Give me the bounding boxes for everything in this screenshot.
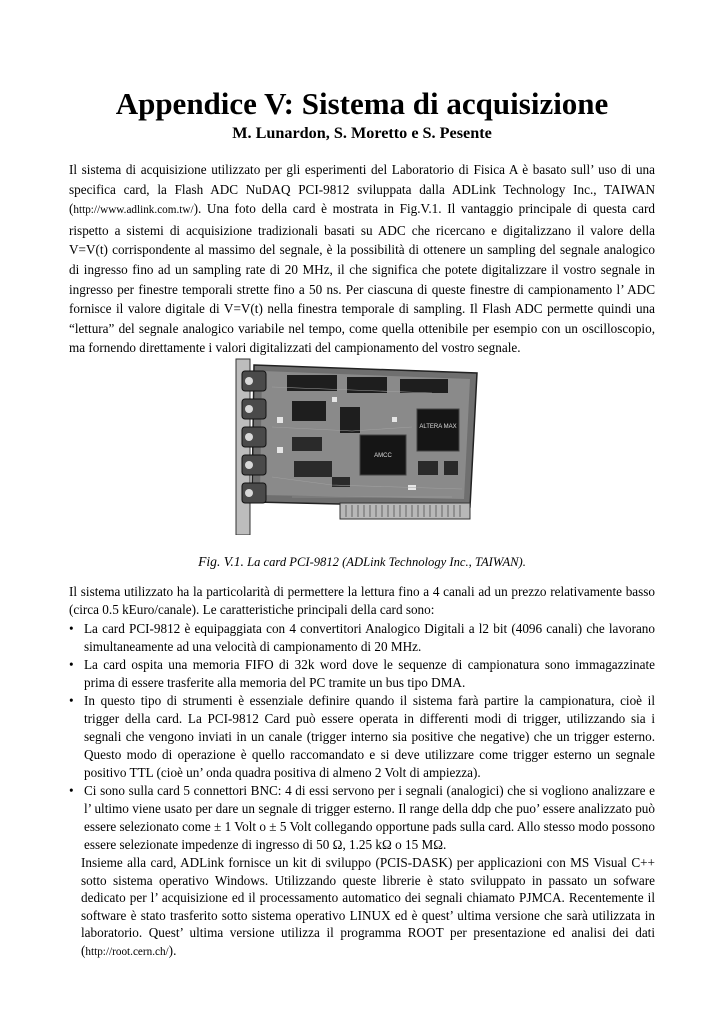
- closing-text: Insieme alla card, ADLink fornisce un kit di sviluppo (PCIS-DASK) per applicazioni con MS Visual C++ sotto sistema operativo Windows. Utilizzando queste librerie è stato sviluppato in passato un sofware dedicato per l’ acquisizione ed il processamento automatico dei segnali chiamato PJMCA. Recentemente il software è stato trasferito sotto sistema operativo LINUX ed è quest’ ultima versione che sarà utilizzata in laboratorio. Quest’ ultima versione utilizza il programma ROOT per presentazione ed analisi dei dati (: [81, 855, 655, 958]
- features-intro: Il sistema utilizzato ha la particolarità di permettere la lettura fino a 4 canali ad un prezzo relativamente basso (circa 0.5 kEuro/canale). Le caratteristiche principali della card sono:: [69, 584, 655, 617]
- list-item: [69, 692, 655, 782]
- list-item: [69, 620, 655, 656]
- bullet-glyph: •: [69, 693, 74, 708]
- closing-end: ).: [168, 942, 177, 958]
- figure-caption-number: Fig. V.1.: [198, 554, 244, 569]
- list-item: [69, 782, 655, 854]
- bullet-glyph: •: [69, 783, 74, 798]
- pci-card-photo: [232, 357, 492, 535]
- list-item-text: Ci sono sulla card 5 connettori BNC: 4 di essi servono per i segnali (analogici) che si vogliono analizzare e l’ ultimo viene usato per dare un segnale di trigger esterno. Il range della ddp che puo’ essere analizzato può essere selezionato come ± 1 Volt o ± 5 Volt collegando opportune pads sulla card. Allo stesso modo possono essere selezionate impedenze di ingresso di 50 Ω, 1.25 kΩ o 15 MΩ.: [84, 783, 655, 852]
- list-item: [69, 656, 655, 692]
- intro-text-a: Il sistema di acquisizione utilizzato per gli esperimenti del Laboratorio di Fisica A è basato sull’ uso di una specifica card, la Flash ADC NuDAQ PCI-9812 sviluppata dalla ADLink Technology Inc., TAIWAN (: [69, 162, 655, 217]
- list-item-text: In questo tipo di strumenti è essenziale definire quando il sistema farà partire la campionatura, cioè il trigger della card. La PCI-9812 Card può essere operata in differenti modi di trigger, utilizzando sia i segnali che vengono inviati in un canale (trigger interno sia positive che negative) che un trigger esterno. Questo modo di operazione è quello raccomandato e si deve utilizzare come trigger esterno un segnale positivo TTL (cioè un’ onda quadra positiva di almeno 2 Volt di ampiezza).: [84, 693, 655, 780]
- intro-paragraph: [69, 160, 655, 358]
- pci-card-illustration: [232, 357, 492, 535]
- figure-caption: [0, 553, 724, 571]
- amcc-chip-label: AMCC: [374, 453, 392, 459]
- list-item-text: La card PCI-9812 è equipaggiata con 4 convertitori Analogico Digitali a l2 bit (4096 canali) che lavorano simultaneamente ad una velocità di campionamento di 20 MHz.: [84, 621, 655, 654]
- authors-line: M. Lunardon, S. Moretto e S. Pesente: [232, 124, 492, 142]
- page-title: Appendice V: Sistema di acquisizione: [115, 86, 609, 121]
- adlink-url: http://www.adlink.com.tw/: [73, 204, 194, 217]
- intro-text-b: ). Una foto della card è mostrata in Fig.V.1. Il vantaggio principale di questa card rispetto a sistemi di acquisizione tradizionali basati su ADC che ricercano e digitalizzano il valore della V=V(t) corrispondente al massimo del segnale, è la possibilità di ottenere un sampling del segnale analogico di ingresso fino ad un sampling rate di 20 MHz, il che significa che potete digitalizzare il vostro segnale in ingresso per finestre temporali strette fino a 50 ns. Per ciascuna di queste finestre di campionamento l’ ADC fornisce il valore digitale di V=V(t) nella finestra temporale di sampling. Il Flash ADC permette quindi una “lettura” del segnale analogico variabile nel tempo, come quella ottenibile per esempio con un oscilloscopio, ma fornendo direttamente i valori digitalizzati del campionamento del vostro segnale.: [69, 201, 655, 356]
- bullet-glyph: •: [69, 621, 74, 636]
- closing-paragraph: [81, 854, 655, 961]
- bullet-glyph: •: [69, 657, 74, 672]
- list-item-text: La card ospita una memoria FIFO di 32k word dove le sequenze di campionatura sono immagazzinate prima di essere trasferite alla memoria del PC tramite un bus tipo DMA.: [84, 657, 655, 690]
- altera-chip-label: ALTERA MAX: [419, 424, 457, 430]
- root-url: http://root.cern.ch/: [85, 945, 169, 958]
- figure-caption-text: La card PCI-9812 (ADLink Technology Inc., TAIWAN).: [243, 555, 526, 569]
- features-list: [69, 620, 655, 854]
